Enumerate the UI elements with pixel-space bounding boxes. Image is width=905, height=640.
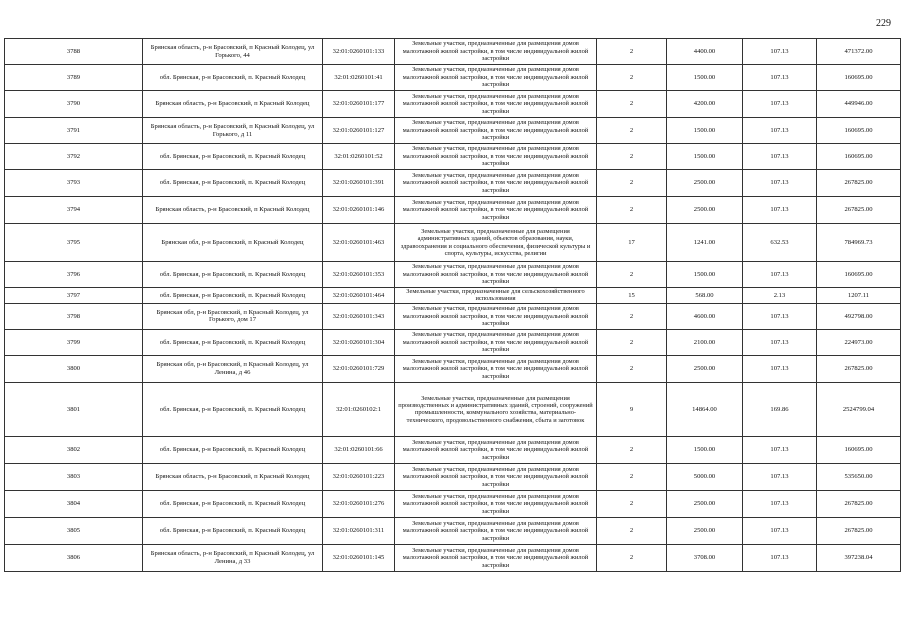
cell-row-number: 3797 xyxy=(5,288,143,304)
table-row xyxy=(5,170,901,197)
cell-area: 4600.00 xyxy=(667,303,743,329)
cell-group: 2 xyxy=(597,144,667,170)
table-row xyxy=(5,303,901,329)
cell-address: Брянская область, р-н Брасовский, п Красный Колодец, ул Горького, д 11 xyxy=(143,118,323,144)
cell-address: Брянская обл, р-н Брасовский, п Красный Колодец, ул Ленина, д 46 xyxy=(143,355,323,382)
table-row xyxy=(5,463,901,490)
cell-row-number: 3801 xyxy=(5,382,143,436)
cell-specific-value: 107.13 xyxy=(743,436,817,463)
cell-specific-value: 107.13 xyxy=(743,39,817,65)
cell-cadastral-number: 32:01:0260101:52 xyxy=(323,144,395,170)
cell-land-purpose: Земельные участки, предназначенные для размещения домов малоэтажной жилой застройки, в том числе индивидуальной жилой застройки xyxy=(395,118,597,144)
cell-area: 1500.00 xyxy=(667,262,743,288)
cell-cadastral-value: 267825.00 xyxy=(817,170,901,197)
cell-cadastral-number: 32:01:0260101:463 xyxy=(323,224,395,262)
cell-cadastral-number: 32:01:0260101:145 xyxy=(323,544,395,571)
cell-cadastral-number: 32:01:0260101:304 xyxy=(323,329,395,355)
cell-row-number: 3794 xyxy=(5,197,143,224)
cell-row-number: 3798 xyxy=(5,303,143,329)
cell-cadastral-number: 32:01:0260101:464 xyxy=(323,288,395,304)
cell-area: 2500.00 xyxy=(667,355,743,382)
cell-row-number: 3795 xyxy=(5,224,143,262)
cell-group: 2 xyxy=(597,118,667,144)
cell-area: 2500.00 xyxy=(667,197,743,224)
cell-specific-value: 107.13 xyxy=(743,262,817,288)
cell-group: 2 xyxy=(597,303,667,329)
cell-cadastral-value: 1207.11 xyxy=(817,288,901,304)
cell-group: 2 xyxy=(597,262,667,288)
cell-row-number: 3792 xyxy=(5,144,143,170)
cell-area: 2500.00 xyxy=(667,170,743,197)
cell-address: Брянская область, р-н Брасовский, п Красный Колодец, ул Ленина, д 33 xyxy=(143,544,323,571)
table-row xyxy=(5,262,901,288)
cell-address: обл. Брянская, р-н Брасовский, п. Красный Колодец xyxy=(143,65,323,91)
cell-group: 2 xyxy=(597,329,667,355)
cell-specific-value: 632.53 xyxy=(743,224,817,262)
cell-cadastral-value: 160695.00 xyxy=(817,436,901,463)
cell-land-purpose: Земельные участки, предназначенные для размещения домов малоэтажной жилой застройки, в том числе индивидуальной жилой застройки xyxy=(395,303,597,329)
table-row xyxy=(5,118,901,144)
cell-area: 2500.00 xyxy=(667,490,743,517)
cell-land-purpose: Земельные участки, предназначенные для размещения домов малоэтажной жилой застройки, в том числе индивидуальной жилой застройки xyxy=(395,170,597,197)
table-row xyxy=(5,39,901,65)
cell-address: обл. Брянская, р-н Брасовский, п. Красный Колодец xyxy=(143,288,323,304)
cell-group: 2 xyxy=(597,91,667,118)
cell-cadastral-number: 32:01:0260101:223 xyxy=(323,463,395,490)
cell-cadastral-value: 397238.04 xyxy=(817,544,901,571)
table-row xyxy=(5,382,901,436)
cell-cadastral-number: 32:01:0260101:177 xyxy=(323,91,395,118)
cell-land-purpose: Земельные участки, предназначенные для размещения домов малоэтажной жилой застройки, в том числе индивидуальной жилой застройки xyxy=(395,329,597,355)
cell-area: 2100.00 xyxy=(667,329,743,355)
cell-area: 3708.00 xyxy=(667,544,743,571)
cell-land-purpose: Земельные участки, предназначенные для размещения домов малоэтажной жилой застройки, в том числе индивидуальной жилой застройки xyxy=(395,197,597,224)
cell-address: обл. Брянская, р-н Брасовский, п. Красный Колодец xyxy=(143,517,323,544)
cell-cadastral-number: 32:01:0260101:729 xyxy=(323,355,395,382)
cell-address: обл. Брянская, р-н Брасовский, п. Красный Колодец xyxy=(143,170,323,197)
cell-cadastral-number: 32:01:0260101:391 xyxy=(323,170,395,197)
cell-cadastral-value: 267825.00 xyxy=(817,490,901,517)
cell-row-number: 3790 xyxy=(5,91,143,118)
cell-specific-value: 107.13 xyxy=(743,355,817,382)
cell-land-purpose: Земельные участки, предназначенные для размещения домов малоэтажной жилой застройки, в том числе индивидуальной жилой застройки xyxy=(395,436,597,463)
cell-area: 4400.00 xyxy=(667,39,743,65)
cell-specific-value: 169.86 xyxy=(743,382,817,436)
cell-specific-value: 107.13 xyxy=(743,144,817,170)
cell-specific-value: 107.13 xyxy=(743,91,817,118)
cell-group: 2 xyxy=(597,197,667,224)
cell-cadastral-number: 32:01:0260101:343 xyxy=(323,303,395,329)
cell-area: 568.00 xyxy=(667,288,743,304)
cell-group: 2 xyxy=(597,170,667,197)
cell-cadastral-number: 32:01:0260101:146 xyxy=(323,197,395,224)
cell-cadastral-number: 32:01:0260102:1 xyxy=(323,382,395,436)
cell-group: 17 xyxy=(597,224,667,262)
cell-land-purpose: Земельные участки, предназначенные для размещения производственных и административных зданий, строений, сооружений промышленности, коммунального хозяйства, материально-технического, продовольственного снабжения, сбыта и заготовок xyxy=(395,382,597,436)
cell-address: обл. Брянская, р-н Брасовский, п. Красный Колодец xyxy=(143,382,323,436)
cell-address: обл. Брянская, р-н Брасовский, п. Красный Колодец xyxy=(143,144,323,170)
table-row xyxy=(5,65,901,91)
cell-cadastral-value: 449946.00 xyxy=(817,91,901,118)
cell-specific-value: 107.13 xyxy=(743,197,817,224)
cell-area: 1500.00 xyxy=(667,144,743,170)
table-row xyxy=(5,517,901,544)
cell-address: Брянская обл, р-н Брасовский, п Красный Колодец, ул Горького, дом 17 xyxy=(143,303,323,329)
cell-group: 2 xyxy=(597,65,667,91)
cell-specific-value: 107.13 xyxy=(743,170,817,197)
cell-cadastral-value: 492798.00 xyxy=(817,303,901,329)
cell-row-number: 3791 xyxy=(5,118,143,144)
cell-land-purpose: Земельные участки, предназначенные для размещения домов малоэтажной жилой застройки, в том числе индивидуальной жилой застройки xyxy=(395,463,597,490)
cell-land-purpose: Земельные участки, предназначенные для размещения домов малоэтажной жилой застройки, в том числе индивидуальной жилой застройки xyxy=(395,517,597,544)
cell-row-number: 3802 xyxy=(5,436,143,463)
cell-land-purpose: Земельные участки, предназначенные для размещения домов малоэтажной жилой застройки, в том числе индивидуальной жилой застройки xyxy=(395,91,597,118)
cell-cadastral-value: 471372.00 xyxy=(817,39,901,65)
cell-group: 2 xyxy=(597,39,667,65)
cell-row-number: 3804 xyxy=(5,490,143,517)
cell-cadastral-number: 32:01:0260101:133 xyxy=(323,39,395,65)
cell-cadastral-value: 535650.00 xyxy=(817,463,901,490)
cell-land-purpose: Земельные участки, предназначенные для размещения домов малоэтажной жилой застройки, в том числе индивидуальной жилой застройки xyxy=(395,262,597,288)
table-row xyxy=(5,436,901,463)
cell-area: 1500.00 xyxy=(667,65,743,91)
cell-area: 4200.00 xyxy=(667,91,743,118)
cell-land-purpose: Земельные участки, предназначенные для размещения домов малоэтажной жилой застройки, в том числе индивидуальной жилой застройки xyxy=(395,355,597,382)
cell-row-number: 3789 xyxy=(5,65,143,91)
table-row xyxy=(5,544,901,571)
cell-group: 2 xyxy=(597,436,667,463)
cell-address: обл. Брянская, р-н Брасовский, п. Красный Колодец xyxy=(143,329,323,355)
cell-group: 9 xyxy=(597,382,667,436)
table-row xyxy=(5,144,901,170)
table-row xyxy=(5,490,901,517)
cell-cadastral-value: 267825.00 xyxy=(817,197,901,224)
cell-specific-value: 107.13 xyxy=(743,118,817,144)
cell-row-number: 3799 xyxy=(5,329,143,355)
cell-group: 2 xyxy=(597,517,667,544)
cell-cadastral-value: 2524799.04 xyxy=(817,382,901,436)
cell-address: Брянская область, р-н Брасовский, п Красный Колодец, ул Горького, 44 xyxy=(143,39,323,65)
cell-address: Брянская область, р-н Брасовский, п Красный Колодец xyxy=(143,91,323,118)
cell-cadastral-value: 784969.73 xyxy=(817,224,901,262)
cell-cadastral-number: 32:01:0260101:276 xyxy=(323,490,395,517)
cell-cadastral-value: 267825.00 xyxy=(817,517,901,544)
cell-area: 1500.00 xyxy=(667,436,743,463)
cell-row-number: 3788 xyxy=(5,39,143,65)
table-row xyxy=(5,329,901,355)
cell-address: Брянская обл, р-н Брасовский, п Красный Колодец xyxy=(143,224,323,262)
cell-land-purpose: Земельные участки, предназначенные для размещения домов малоэтажной жилой застройки, в том числе индивидуальной жилой застройки xyxy=(395,39,597,65)
cell-cadastral-value: 160695.00 xyxy=(817,65,901,91)
cell-land-purpose: Земельные участки, предназначенные для размещения административных зданий, объектов образования, науки, здравоохранения и социального обеспечения, физической культуры и спорта, культуры, искусства, религии xyxy=(395,224,597,262)
page-number: 229 xyxy=(876,18,891,29)
cell-cadastral-value: 160695.00 xyxy=(817,144,901,170)
cell-specific-value: 2.13 xyxy=(743,288,817,304)
cell-address: обл. Брянская, р-н Брасовский, п. Красный Колодец xyxy=(143,436,323,463)
cell-cadastral-number: 32:01:0260101:353 xyxy=(323,262,395,288)
cell-area: 2500.00 xyxy=(667,517,743,544)
table-row xyxy=(5,355,901,382)
cell-address: обл. Брянская, р-н Брасовский, п. Красный Колодец xyxy=(143,490,323,517)
cell-address: обл. Брянская, р-н Брасовский, п. Красный Колодец xyxy=(143,262,323,288)
cadastral-registry-table xyxy=(4,38,901,572)
cell-land-purpose: Земельные участки, предназначенные для размещения домов малоэтажной жилой застройки, в том числе индивидуальной жилой застройки xyxy=(395,490,597,517)
cell-row-number: 3800 xyxy=(5,355,143,382)
cell-group: 15 xyxy=(597,288,667,304)
cell-specific-value: 107.13 xyxy=(743,65,817,91)
cell-group: 2 xyxy=(597,490,667,517)
cell-land-purpose: Земельные участки, предназначенные для размещения домов малоэтажной жилой застройки, в том числе индивидуальной жилой застройки xyxy=(395,544,597,571)
cell-specific-value: 107.13 xyxy=(743,544,817,571)
cell-specific-value: 107.13 xyxy=(743,303,817,329)
table-row xyxy=(5,288,901,304)
cell-specific-value: 107.13 xyxy=(743,490,817,517)
cell-group: 2 xyxy=(597,463,667,490)
cell-cadastral-number: 32:01:0260101:41 xyxy=(323,65,395,91)
cell-row-number: 3796 xyxy=(5,262,143,288)
table-row xyxy=(5,91,901,118)
table-row xyxy=(5,197,901,224)
cell-group: 2 xyxy=(597,355,667,382)
table-row xyxy=(5,224,901,262)
cell-cadastral-value: 160695.00 xyxy=(817,262,901,288)
cell-group: 2 xyxy=(597,544,667,571)
cell-address: Брянская область, р-н Брасовский, п Красный Колодец xyxy=(143,463,323,490)
cell-specific-value: 107.13 xyxy=(743,517,817,544)
cell-row-number: 3803 xyxy=(5,463,143,490)
cell-cadastral-value: 267825.00 xyxy=(817,355,901,382)
cell-row-number: 3805 xyxy=(5,517,143,544)
cell-cadastral-number: 32:01:0260101:127 xyxy=(323,118,395,144)
cell-row-number: 3806 xyxy=(5,544,143,571)
cell-land-purpose: Земельные участки, предназначенные для размещения домов малоэтажной жилой застройки, в том числе индивидуальной жилой застройки xyxy=(395,144,597,170)
cell-cadastral-number: 32:01:0260101:311 xyxy=(323,517,395,544)
cell-area: 1241.00 xyxy=(667,224,743,262)
cell-area: 14864.00 xyxy=(667,382,743,436)
cell-land-purpose: Земельные участки, предназначенные для размещения домов малоэтажной жилой застройки, в том числе индивидуальной жилой застройки xyxy=(395,65,597,91)
cell-area: 5000.00 xyxy=(667,463,743,490)
cell-land-purpose: Земельные участки, предназначенные для сельскохозяйственного использования xyxy=(395,288,597,304)
cell-specific-value: 107.13 xyxy=(743,463,817,490)
cell-row-number: 3793 xyxy=(5,170,143,197)
cell-cadastral-number: 32:01:0260101:66 xyxy=(323,436,395,463)
cell-area: 1500.00 xyxy=(667,118,743,144)
cell-address: Брянская область, р-н Брасовский, п Красный Колодец xyxy=(143,197,323,224)
cell-specific-value: 107.13 xyxy=(743,329,817,355)
cell-cadastral-value: 224973.00 xyxy=(817,329,901,355)
cell-cadastral-value: 160695.00 xyxy=(817,118,901,144)
